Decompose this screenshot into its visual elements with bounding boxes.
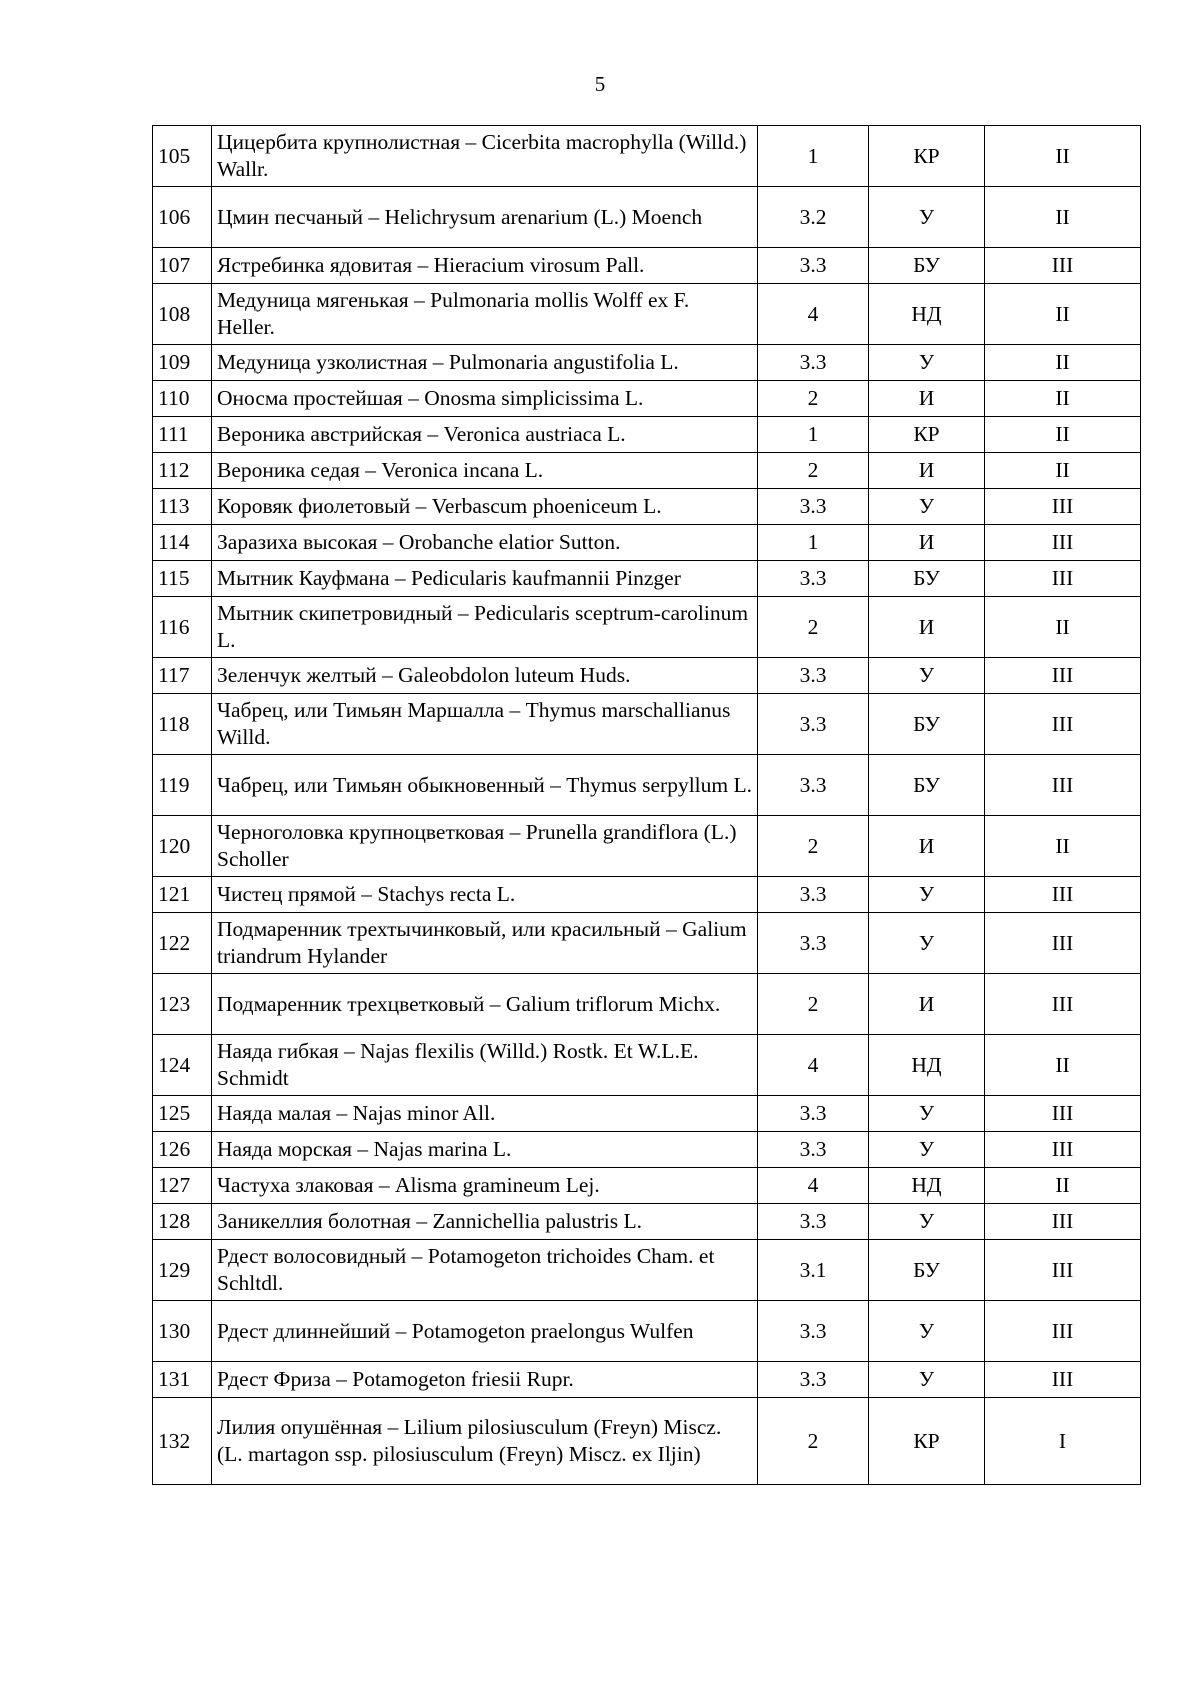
table-row <box>153 345 1141 381</box>
status-cell: КР <box>869 1398 985 1485</box>
status-cell: БУ <box>869 561 985 597</box>
category-cell: 4 <box>758 284 869 345</box>
group-cell: II <box>985 597 1141 658</box>
row-number: 121 <box>153 877 212 913</box>
species-name: Рдест волосовидный – Potamogeton trichoides Cham. et Schltdl. <box>212 1240 758 1301</box>
species-name: Мытник Кауфмана – Pedicularis kaufmannii Pinzger <box>212 561 758 597</box>
status-cell: У <box>869 658 985 694</box>
row-number: 108 <box>153 284 212 345</box>
category-cell: 3.3 <box>758 1132 869 1168</box>
category-cell: 3.3 <box>758 1096 869 1132</box>
row-number: 105 <box>153 126 212 187</box>
category-cell: 3.3 <box>758 489 869 525</box>
species-name: Черноголовка крупноцветковая – Prunella grandiflora (L.) Scholler <box>212 816 758 877</box>
species-name: Заникеллия болотная – Zannichellia palustris L. <box>212 1204 758 1240</box>
row-number: 106 <box>153 187 212 248</box>
row-number: 125 <box>153 1096 212 1132</box>
species-name: Вероника седая – Veronica incana L. <box>212 453 758 489</box>
status-cell: У <box>869 345 985 381</box>
group-cell: III <box>985 1132 1141 1168</box>
group-cell: III <box>985 877 1141 913</box>
group-cell: II <box>985 187 1141 248</box>
species-name: Цицербита крупнолистная – Cicerbita macrophylla (Willd.) Wallr. <box>212 126 758 187</box>
category-cell: 1 <box>758 525 869 561</box>
table-row <box>153 1301 1141 1362</box>
species-name: Зеленчук желтый – Galeobdolon luteum Huds. <box>212 658 758 694</box>
group-cell: III <box>985 1301 1141 1362</box>
species-name: Наяда гибкая – Najas flexilis (Willd.) Rostk. Et W.L.E. Schmidt <box>212 1035 758 1096</box>
row-number: 128 <box>153 1204 212 1240</box>
species-name: Ястребинка ядовитая – Hieracium virosum Pall. <box>212 248 758 284</box>
group-cell: III <box>985 694 1141 755</box>
category-cell: 1 <box>758 417 869 453</box>
species-name: Наяда малая – Najas minor All. <box>212 1096 758 1132</box>
category-cell: 3.3 <box>758 561 869 597</box>
group-cell: II <box>985 453 1141 489</box>
group-cell: III <box>985 1362 1141 1398</box>
table-row <box>153 658 1141 694</box>
status-cell: НД <box>869 1168 985 1204</box>
category-cell: 1 <box>758 126 869 187</box>
table-row <box>153 525 1141 561</box>
table-row <box>153 187 1141 248</box>
row-number: 122 <box>153 913 212 974</box>
status-cell: У <box>869 187 985 248</box>
category-cell: 3.3 <box>758 694 869 755</box>
group-cell: II <box>985 284 1141 345</box>
table-row <box>153 126 1141 187</box>
status-cell: И <box>869 816 985 877</box>
status-cell: И <box>869 525 985 561</box>
species-name: Чабрец, или Тимьян Маршалла – Thymus marschallianus Willd. <box>212 694 758 755</box>
species-name: Рдест Фриза – Potamogeton friesii Rupr. <box>212 1362 758 1398</box>
species-table-body <box>153 126 1141 1485</box>
group-cell: III <box>985 525 1141 561</box>
species-name: Мытник скипетровидный – Pedicularis sceptrum-carolinum L. <box>212 597 758 658</box>
row-number: 127 <box>153 1168 212 1204</box>
category-cell: 2 <box>758 453 869 489</box>
species-name: Чабрец, или Тимьян обыкновенный – Thymus serpyllum L. <box>212 755 758 816</box>
table-row <box>153 1204 1141 1240</box>
status-cell: БУ <box>869 694 985 755</box>
species-table <box>152 125 1141 1485</box>
group-cell: III <box>985 974 1141 1035</box>
status-cell: И <box>869 974 985 1035</box>
group-cell: I <box>985 1398 1141 1485</box>
page-number: 5 <box>594 72 606 96</box>
group-cell: III <box>985 1240 1141 1301</box>
table-row <box>153 816 1141 877</box>
status-cell: У <box>869 489 985 525</box>
table-row <box>153 248 1141 284</box>
status-cell: КР <box>869 417 985 453</box>
category-cell: 4 <box>758 1035 869 1096</box>
group-cell: II <box>985 345 1141 381</box>
table-row <box>153 974 1141 1035</box>
category-cell: 3.3 <box>758 1204 869 1240</box>
table-row <box>153 913 1141 974</box>
table-row <box>153 489 1141 525</box>
status-cell: КР <box>869 126 985 187</box>
species-name: Заразиха высокая – Orobanche elatior Sutton. <box>212 525 758 561</box>
category-cell: 3.1 <box>758 1240 869 1301</box>
table-row <box>153 597 1141 658</box>
group-cell: II <box>985 1168 1141 1204</box>
group-cell: II <box>985 126 1141 187</box>
species-name: Медуница узколистная – Pulmonaria angustifolia L. <box>212 345 758 381</box>
category-cell: 3.2 <box>758 187 869 248</box>
category-cell: 3.3 <box>758 658 869 694</box>
group-cell: III <box>985 561 1141 597</box>
species-name: Рдест длиннейший – Potamogeton praelongus Wulfen <box>212 1301 758 1362</box>
table-row <box>153 381 1141 417</box>
group-cell: III <box>985 658 1141 694</box>
table-row <box>153 1398 1141 1485</box>
row-number: 114 <box>153 525 212 561</box>
row-number: 126 <box>153 1132 212 1168</box>
status-cell: У <box>869 877 985 913</box>
row-number: 109 <box>153 345 212 381</box>
row-number: 124 <box>153 1035 212 1096</box>
species-name: Частуха злаковая – Alisma gramineum Lej. <box>212 1168 758 1204</box>
table-row <box>153 877 1141 913</box>
species-name: Коровяк фиолетовый – Verbascum phoeniceum L. <box>212 489 758 525</box>
row-number: 112 <box>153 453 212 489</box>
status-cell: И <box>869 597 985 658</box>
group-cell: II <box>985 1035 1141 1096</box>
category-cell: 3.3 <box>758 248 869 284</box>
status-cell: И <box>869 381 985 417</box>
species-name: Медуница мягенькая – Pulmonaria mollis Wolff ex F. Heller. <box>212 284 758 345</box>
category-cell: 4 <box>758 1168 869 1204</box>
group-cell: III <box>985 1096 1141 1132</box>
table-row <box>153 453 1141 489</box>
category-cell: 3.3 <box>758 1301 869 1362</box>
species-name: Лилия опушённая – Lilium pilosiusculum (Freyn) Miscz. (L. martagon ssp. pilosiusculum (Freyn) Miscz. ex Iljin) <box>212 1398 758 1485</box>
category-cell: 2 <box>758 1398 869 1485</box>
status-cell: У <box>869 1096 985 1132</box>
category-cell: 3.3 <box>758 877 869 913</box>
category-cell: 2 <box>758 974 869 1035</box>
group-cell: II <box>985 816 1141 877</box>
status-cell: У <box>869 1301 985 1362</box>
species-name: Наяда морская – Najas marina L. <box>212 1132 758 1168</box>
species-name: Цмин песчаный – Helichrysum arenarium (L.) Moench <box>212 187 758 248</box>
species-name: Чистец прямой – Stachys recta L. <box>212 877 758 913</box>
row-number: 131 <box>153 1362 212 1398</box>
table-row <box>153 755 1141 816</box>
row-number: 119 <box>153 755 212 816</box>
category-cell: 3.3 <box>758 1362 869 1398</box>
table-row <box>153 1240 1141 1301</box>
row-number: 123 <box>153 974 212 1035</box>
species-name: Вероника австрийская – Veronica austriaca L. <box>212 417 758 453</box>
table-row <box>153 1362 1141 1398</box>
status-cell: У <box>869 1362 985 1398</box>
group-cell: III <box>985 913 1141 974</box>
species-name: Подмаренник трехцветковый – Galium triflorum Michx. <box>212 974 758 1035</box>
row-number: 120 <box>153 816 212 877</box>
status-cell: БУ <box>869 1240 985 1301</box>
row-number: 111 <box>153 417 212 453</box>
status-cell: БУ <box>869 248 985 284</box>
row-number: 113 <box>153 489 212 525</box>
species-name: Подмаренник трехтычинковый, или красильный – Galium triandrum Hylander <box>212 913 758 974</box>
category-cell: 3.3 <box>758 345 869 381</box>
group-cell: III <box>985 1204 1141 1240</box>
category-cell: 3.3 <box>758 755 869 816</box>
table-row <box>153 417 1141 453</box>
row-number: 132 <box>153 1398 212 1485</box>
group-cell: III <box>985 489 1141 525</box>
category-cell: 2 <box>758 816 869 877</box>
group-cell: II <box>985 417 1141 453</box>
status-cell: И <box>869 453 985 489</box>
category-cell: 2 <box>758 597 869 658</box>
row-number: 107 <box>153 248 212 284</box>
status-cell: У <box>869 1204 985 1240</box>
row-number: 118 <box>153 694 212 755</box>
table-row <box>153 561 1141 597</box>
table-row <box>153 1132 1141 1168</box>
table-row <box>153 694 1141 755</box>
row-number: 116 <box>153 597 212 658</box>
table-row <box>153 1168 1141 1204</box>
row-number: 115 <box>153 561 212 597</box>
species-name: Оносма простейшая – Onosma simplicissima L. <box>212 381 758 417</box>
status-cell: НД <box>869 1035 985 1096</box>
category-cell: 3.3 <box>758 913 869 974</box>
table-row <box>153 1096 1141 1132</box>
row-number: 129 <box>153 1240 212 1301</box>
row-number: 130 <box>153 1301 212 1362</box>
row-number: 110 <box>153 381 212 417</box>
status-cell: У <box>869 1132 985 1168</box>
group-cell: III <box>985 755 1141 816</box>
group-cell: II <box>985 381 1141 417</box>
table-row <box>153 1035 1141 1096</box>
group-cell: III <box>985 248 1141 284</box>
status-cell: НД <box>869 284 985 345</box>
category-cell: 2 <box>758 381 869 417</box>
status-cell: У <box>869 913 985 974</box>
table-row <box>153 284 1141 345</box>
row-number: 117 <box>153 658 212 694</box>
status-cell: БУ <box>869 755 985 816</box>
